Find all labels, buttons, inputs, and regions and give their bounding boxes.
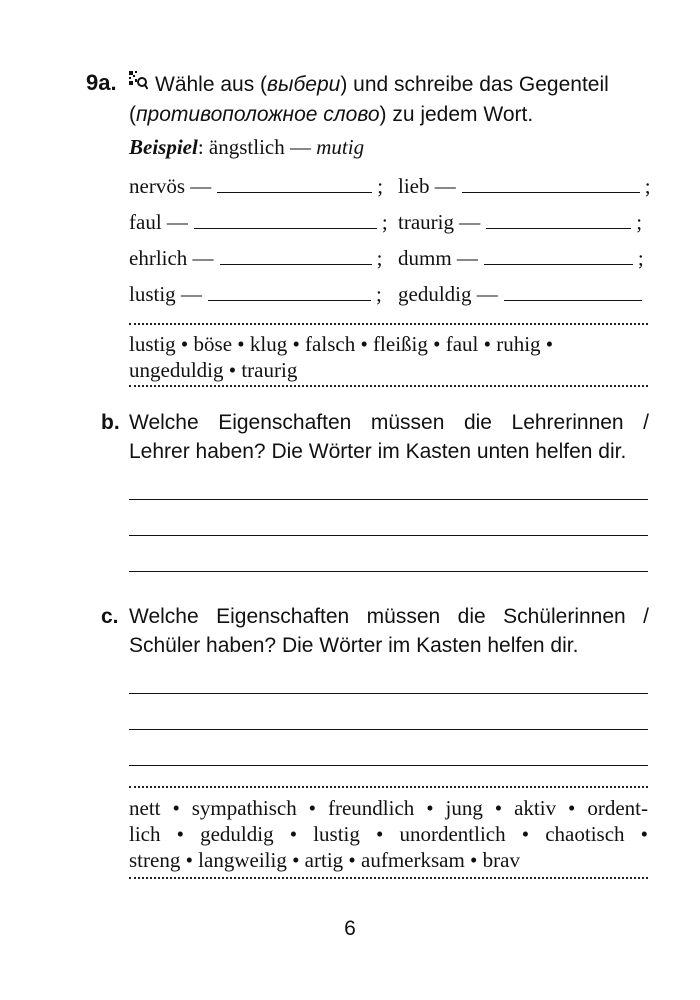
exercise-item-dumm: dumm — ; <box>398 246 644 270</box>
answer-line[interactable] <box>129 571 648 572</box>
exercise-item-geduldig: geduldig — <box>398 282 647 307</box>
answer-blank[interactable] <box>217 174 372 193</box>
task-c-line2: Schüler haben? Die Wörter im Kasten helfen dir. <box>129 634 579 657</box>
exercise-item-lustig: lustig — ; <box>129 282 382 306</box>
exercise-item-nervoes: nervös — ; <box>129 174 384 198</box>
instruction-line-1: Wähle aus (выбери) und schreibe das Gegenteil <box>155 73 609 96</box>
exercise-item-ehrlich: ehrlich — ; <box>129 246 383 270</box>
word-box-line: streng • langweilig • artig • aufmerksam • brav <box>129 848 520 872</box>
answer-blank[interactable] <box>484 246 633 265</box>
task-b-line1: Welche Eigenschaften müssen die Lehrerinnen / <box>129 411 649 434</box>
answer-blank[interactable] <box>220 246 372 265</box>
answer-blank[interactable] <box>194 210 377 229</box>
answer-line[interactable] <box>129 499 648 500</box>
answer-line[interactable] <box>129 729 648 730</box>
answer-blank[interactable] <box>208 282 371 301</box>
exercise-item-faul: faul — ; <box>129 210 388 234</box>
exercise-item-lieb: lieb — ; <box>398 174 651 198</box>
page-number: 6 <box>344 917 356 940</box>
word-box-line: lustig • böse • klug • falsch • fleißig • faul • ruhig • <box>129 332 554 356</box>
word-box-c <box>129 795 648 873</box>
dotted-divider <box>129 385 648 387</box>
answer-blank[interactable] <box>462 174 640 193</box>
dotted-divider <box>129 786 648 788</box>
dotted-divider <box>129 323 648 325</box>
dotted-divider <box>129 877 648 879</box>
answer-blank[interactable] <box>486 210 631 229</box>
answer-blank[interactable] <box>504 282 642 301</box>
answer-line[interactable] <box>129 693 648 694</box>
word-box-line: nett • sympathisch • freundlich • jung • aktiv • ordent- <box>129 796 648 820</box>
answer-line[interactable] <box>129 765 648 766</box>
task-label-c: c. <box>101 605 119 628</box>
exercise-item-traurig: traurig — ; <box>398 210 643 234</box>
qr-search-icon <box>128 70 148 90</box>
word-box-line: lich • geduldig • lustig • unordentlich • chaotisch • <box>129 822 648 846</box>
task-c-text <box>129 602 649 660</box>
word-box-a <box>129 331 648 383</box>
task-b-text <box>129 408 649 466</box>
word-box-line: ungeduldig • traurig <box>129 358 298 382</box>
instruction-line-2: (противоположное слово) zu jedem Wort. <box>129 103 534 126</box>
task-c-line1: Welche Eigenschaften müssen die Schülerinnen / <box>129 605 649 628</box>
task-label-9a: 9a. <box>86 70 117 95</box>
example: Beispiel: ängstlich — mutig <box>129 135 365 159</box>
task-b-line2: Lehrer haben? Die Wörter im Kasten unten helfen dir. <box>129 440 627 463</box>
answer-line[interactable] <box>129 535 648 536</box>
task-label-b: b. <box>101 411 120 434</box>
